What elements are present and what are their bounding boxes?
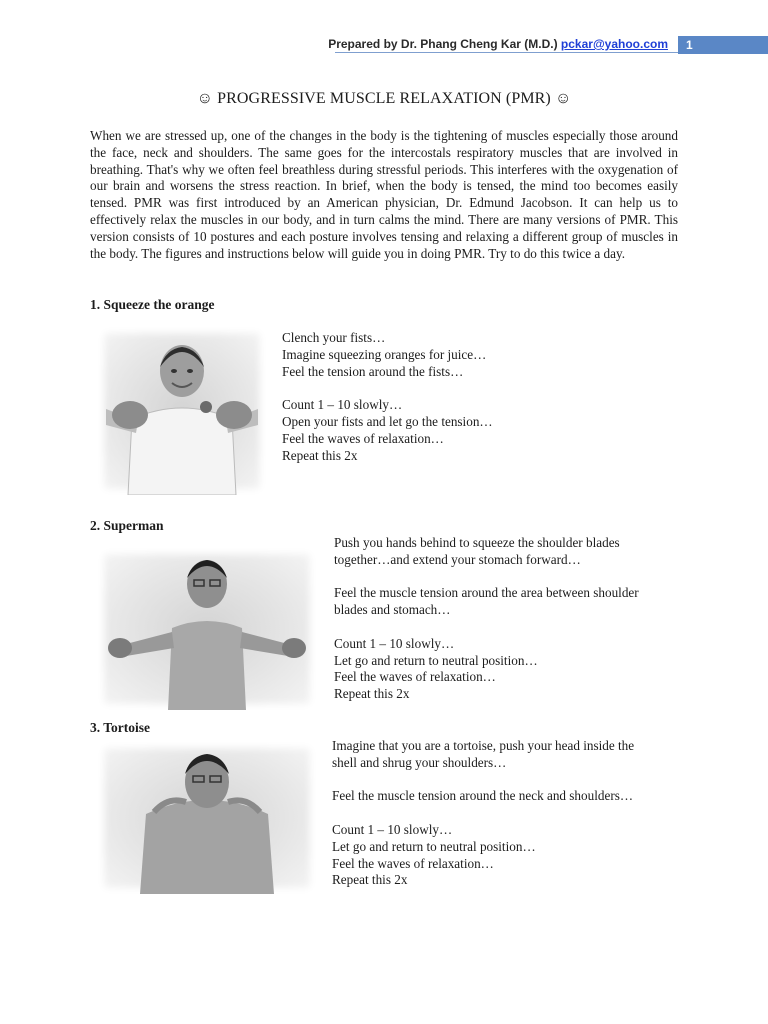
photo-squeeze-orange [98, 327, 266, 495]
instructions-tortoise [332, 738, 634, 889]
instruction-line: Count 1 – 10 slowly… [334, 635, 455, 651]
instruction-line: Imagine squeezing oranges for juice… [282, 346, 487, 362]
person-superman-pose-image [98, 548, 316, 710]
instruction-line: Imagine that you are a tortoise, push your head inside the [332, 738, 635, 753]
instruction-line: Let go and return to neutral position… [334, 652, 538, 668]
instruction-line: Repeat this 2x [332, 872, 408, 888]
instruction-line [282, 380, 493, 397]
page-header [0, 36, 768, 54]
instruction-line [332, 805, 634, 822]
instruction-line [334, 569, 639, 586]
header-text [328, 37, 668, 51]
instruction-line: Feel the muscle tension around the neck and shoulders… [332, 788, 634, 804]
instruction-line: Repeat this 2x [334, 686, 410, 702]
instructions-squeeze-orange [282, 330, 493, 464]
instruction-line [334, 619, 639, 636]
instruction-line: Push you hands behind to squeeze the shoulder blades [334, 535, 620, 550]
instruction-line: shell and shrug your shoulders… [332, 754, 507, 770]
page-number-badge: 1 [678, 36, 768, 54]
person-clenching-fists-image [98, 327, 266, 495]
intro-paragraph: When we are stressed up, one of the changes in the body is the tightening of muscles especially those around the face, neck and shoulders. The same goes for the intercostals respiratory muscles that are involved in breathing. That's why we often feel breathless during stressful periods. This interferes with the oxygenation of our brain and worsens the stress reaction. In brief, when the body is tensed, the mind too becomes easily tensed. PMR was first introduced by an American physician, Dr. Edmund Jacobson. It can help us to effectively relax the muscles in our body, and in turn calms the mind. There are many versions of PMR. This version consists of 10 postures and each posture involves tensing and relaxing a different group of muscles in the body. The figures and instructions below will guide you in doing PMR. Try to do this twice a day. [90, 128, 678, 261]
instruction-line: Count 1 – 10 slowly… [332, 821, 453, 837]
instruction-line: Count 1 – 10 slowly… [282, 397, 403, 413]
person-tortoise-pose-image [98, 742, 316, 894]
instructions-superman [334, 535, 639, 703]
section-heading-squeeze-orange: 1. Squeeze the orange [90, 297, 215, 312]
instruction-line: Clench your fists… [282, 330, 386, 345]
instruction-line: Feel the waves of relaxation… [332, 855, 494, 871]
photo-tortoise [98, 742, 316, 894]
section-heading-tortoise: 3. Tortoise [90, 720, 151, 735]
header-rule [335, 52, 678, 53]
document-title: ☺ PROGRESSIVE MUSCLE RELAXATION (PMR) ☺ [196, 90, 572, 107]
instruction-line: Repeat this 2x [282, 447, 358, 463]
section-heading-superman: 2. Superman [90, 518, 164, 533]
prepared-by: Prepared by Dr. Phang Cheng Kar (M.D.) [328, 37, 558, 51]
email-link[interactable]: pckar@yahoo.com [560, 37, 668, 51]
instruction-line: together…and extend your stomach forward… [334, 551, 581, 567]
instruction-line: Open your fists and let go the tension… [282, 413, 493, 429]
photo-superman [98, 548, 316, 710]
instruction-line [332, 772, 634, 789]
instruction-line: Feel the muscle tension around the area between shoulder [334, 585, 639, 601]
instruction-line: Feel the waves of relaxation… [334, 669, 496, 685]
instruction-line: blades and stomach… [334, 602, 451, 618]
instruction-line: Let go and return to neutral position… [332, 838, 536, 854]
instruction-line: Feel the waves of relaxation… [282, 430, 444, 446]
instruction-line: Feel the tension around the fists… [282, 363, 464, 379]
